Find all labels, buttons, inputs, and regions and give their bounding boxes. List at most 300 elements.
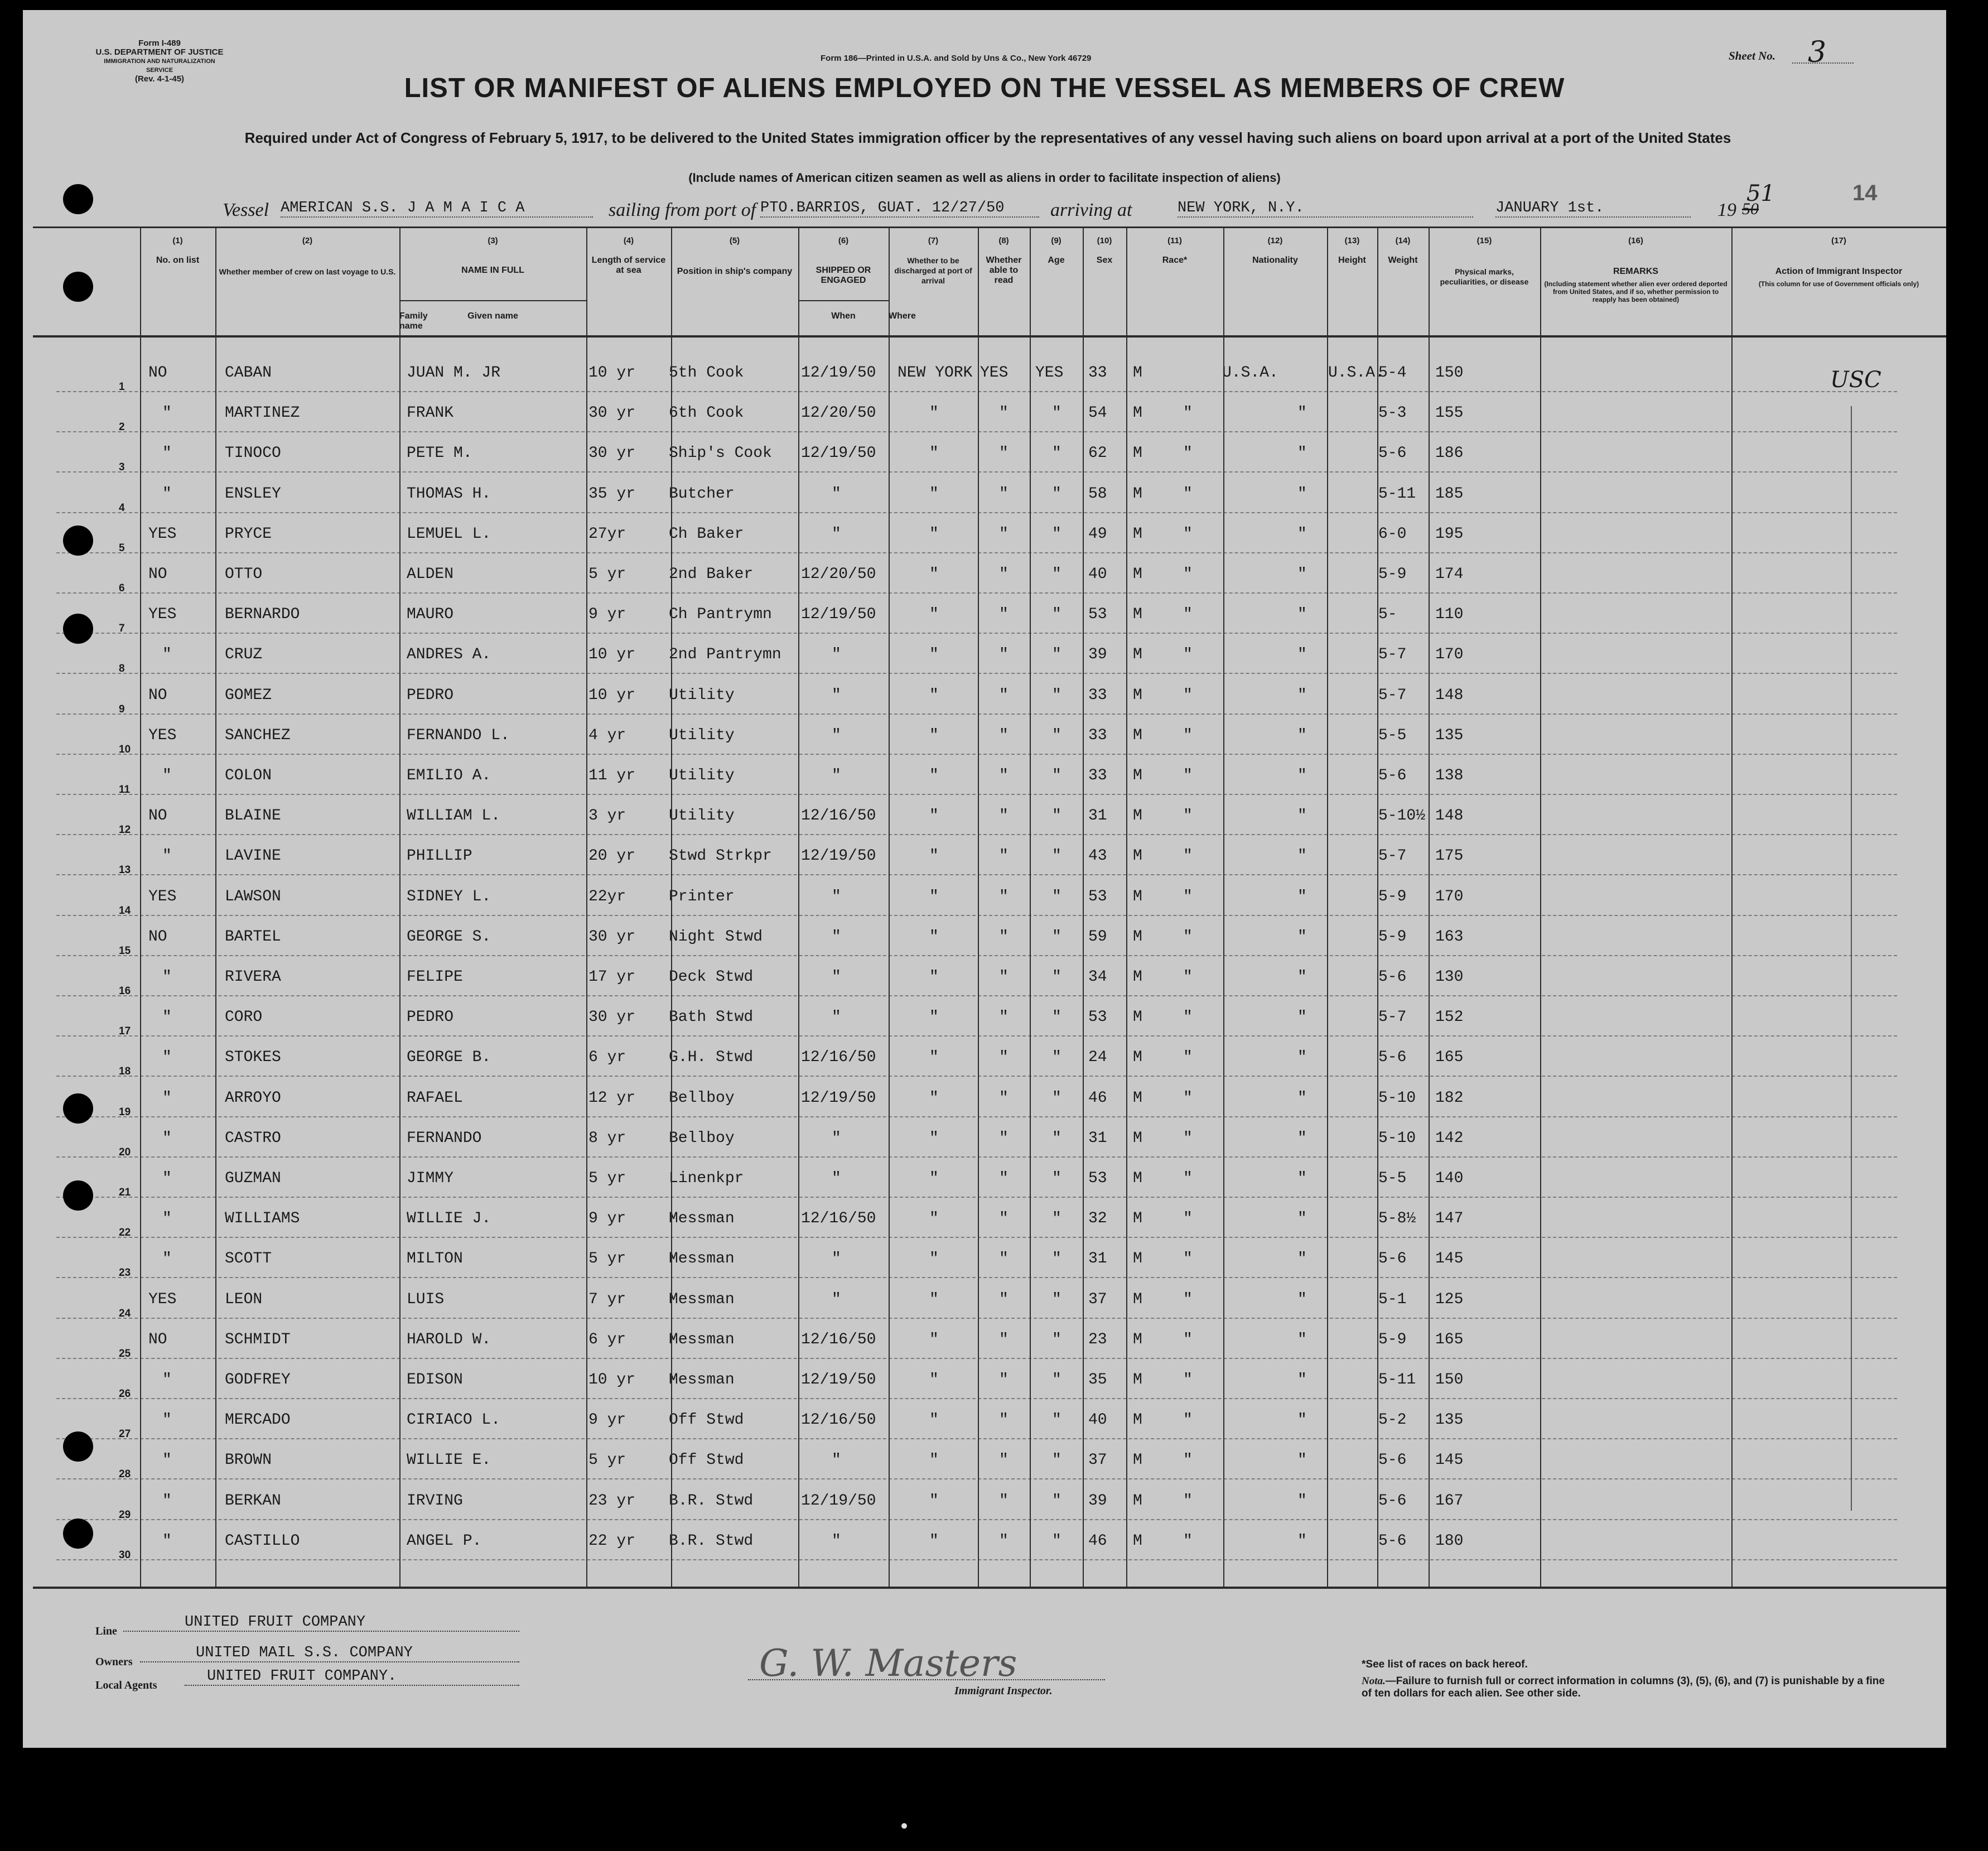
cell-position: 5th Cook (669, 364, 744, 382)
cell-race: " (1183, 1492, 1193, 1510)
cell-sex: M (1133, 888, 1142, 905)
cell-disch: " (999, 1210, 1009, 1228)
cell-height: 5-5 (1378, 726, 1407, 744)
cell-service: 11 yr (588, 767, 636, 784)
cell-position: Ch Pantrymn (669, 606, 772, 624)
cell-disch: " (999, 1492, 1009, 1510)
cell-disch: " (999, 1009, 1009, 1026)
cell-given: GEORGE S. (407, 928, 491, 946)
cell-race: " (1183, 726, 1193, 744)
cell-race: " (1183, 847, 1193, 865)
cell-where: " (929, 928, 939, 946)
cell-service: 35 yr (588, 485, 636, 503)
cell-age: 37 (1088, 1290, 1107, 1308)
cell-age: 35 (1088, 1371, 1107, 1389)
cell-read: " (1052, 686, 1061, 704)
punch-hole (63, 1519, 93, 1549)
cell-race: " (1183, 1049, 1193, 1067)
sheet-label: Sheet No. (1729, 49, 1775, 62)
row-number: 11 (119, 784, 131, 796)
cell-family: ENSLEY (225, 485, 281, 503)
cell-nat: " (1297, 1170, 1307, 1187)
row-number: 2 (119, 421, 125, 433)
cell-race: " (1183, 1009, 1193, 1026)
cell-sex: M (1133, 1371, 1142, 1389)
cell-height: 5-6 (1378, 767, 1407, 784)
row-number: 24 (119, 1307, 131, 1319)
cell-read: " (1052, 767, 1061, 784)
cell-sex: M (1133, 726, 1142, 744)
cell-disch: " (999, 1532, 1009, 1550)
cell-where: " (929, 1129, 939, 1147)
column-header: Sex (1096, 256, 1113, 265)
cell-weight: 152 (1435, 1009, 1464, 1026)
cell-last: NO (148, 566, 167, 583)
cell-height: 5-4 (1378, 364, 1407, 382)
cell-sex: M (1133, 1290, 1142, 1308)
cell-nat: " (1297, 847, 1307, 865)
cell-position: Utility (669, 686, 735, 704)
cell-age: 53 (1088, 1170, 1107, 1187)
cell-position: Messman (669, 1371, 735, 1389)
cell-disch: " (999, 646, 1009, 664)
cell-when: 12/16/50 (801, 1049, 876, 1067)
agents-value: UNITED FRUIT COMPANY. (207, 1668, 397, 1685)
cell-service: 10 yr (588, 364, 636, 382)
cell-where: " (929, 404, 939, 422)
cell-family: COLON (225, 767, 272, 784)
cell-where: " (929, 1009, 939, 1026)
port-to: NEW YORK, N.Y. (1178, 200, 1473, 218)
cell-last: " (162, 1210, 172, 1228)
line-rule (123, 1631, 519, 1632)
cell-position: Messman (669, 1290, 735, 1308)
cell-read: " (1052, 1049, 1061, 1067)
column-note: (This column for use of Government officials only) (1758, 280, 1919, 288)
cell-position: Off Stwd (669, 1411, 744, 1429)
cell-height: 5-9 (1378, 566, 1407, 583)
cell-nat: " (1297, 888, 1307, 905)
cell-read: " (1052, 1492, 1061, 1510)
cell-service: 9 yr (588, 1210, 626, 1228)
cell-last: NO (148, 928, 167, 946)
cell-service: 9 yr (588, 606, 626, 624)
cell-position: 6th Cook (669, 404, 744, 422)
cell-age: 46 (1088, 1089, 1107, 1107)
cell-when: " (832, 968, 841, 986)
cell-nat: " (1297, 1129, 1307, 1147)
cell-age: 33 (1088, 364, 1107, 382)
row-rule (56, 1438, 1897, 1439)
cell-sex: M (1133, 606, 1142, 624)
column-divider (1731, 226, 1733, 1587)
column-header: Action of Immigrant Inspector (1775, 267, 1903, 276)
cell-weight: 163 (1435, 928, 1464, 946)
cell-sex: M (1133, 1492, 1142, 1510)
cell-service: 8 yr (588, 1129, 626, 1147)
cell-nat: " (1297, 928, 1307, 946)
cell-nat: " (1297, 1210, 1307, 1228)
cell-last: YES (148, 525, 177, 543)
column-divider (978, 226, 979, 1587)
cell-last: " (162, 1129, 172, 1147)
cell-when: 12/19/50 (801, 606, 876, 624)
cell-where: " (929, 566, 939, 583)
subheader-divider (798, 300, 889, 301)
cell-disch: " (999, 485, 1009, 503)
cell-nat: " (1297, 566, 1307, 583)
row-rule (56, 1559, 1897, 1560)
cell-nat: " (1297, 485, 1307, 503)
row-rule (56, 1156, 1897, 1158)
cell-last: " (162, 1371, 172, 1389)
cell-where: " (929, 606, 939, 624)
cell-read: " (1052, 726, 1061, 744)
cell-disch: " (999, 1371, 1009, 1389)
form-line: U.S. DEPARTMENT OF JUSTICE (95, 47, 224, 57)
cell-when: " (832, 485, 841, 503)
cell-family: CASTILLO (225, 1532, 300, 1550)
row-rule (56, 592, 1897, 594)
cell-sex: M (1133, 1009, 1142, 1026)
cell-last: NO (148, 364, 167, 382)
cell-disch: " (999, 1452, 1009, 1469)
row-number: 26 (119, 1388, 131, 1400)
cell-height: 5-6 (1378, 1452, 1407, 1469)
form-line: IMMIGRATION AND NATURALIZATION SERVICE (104, 58, 215, 74)
cell-service: 27yr (588, 525, 626, 543)
cell-family: LAVINE (225, 847, 281, 865)
column-header: SHIPPED OR ENGAGED (816, 266, 871, 285)
cell-weight: 130 (1435, 968, 1464, 986)
cell-race: " (1183, 807, 1193, 825)
cell-last: " (162, 968, 172, 986)
cell-sex: M (1133, 525, 1142, 543)
cell-race: " (1183, 1089, 1193, 1107)
row-rule (56, 995, 1897, 996)
cell-service: 20 yr (588, 847, 636, 865)
cell-height: 5-8½ (1378, 1210, 1416, 1228)
cell-position: Messman (669, 1250, 735, 1268)
cell-sex: M (1133, 364, 1142, 382)
cell-service: 6 yr (588, 1049, 626, 1067)
row-number: 16 (119, 985, 131, 997)
cell-last: " (162, 1089, 172, 1107)
cell-service: 30 yr (588, 1009, 636, 1026)
column-divider (1126, 226, 1127, 1587)
row-rule (56, 874, 1897, 875)
cell-height: 5-11 (1378, 1371, 1416, 1389)
cell-given: LUIS (407, 1290, 445, 1308)
manifest-sheet: Form I-489 U.S. DEPARTMENT OF JUSTICE IMMIGRATION AND NATURALIZATION SERVICE (Rev. 4-1-45) Form 186—Printed in U.S.A. and Sold by Uns & Co., New York 46729 Sheet No. 3 LIST OR MANIFEST OF ALIENS EMPLOYED ON THE VESSEL AS MEMBERS OF CREW Required under Act of Congress of February 5, 1917, to be delivered to the United States immigration officer by the representatives of any vessel having such aliens on board upon arrival at a port of the United States (Include names of American citizen seamen as well as aliens in order to facilitate inspection of aliens) 14 Vessel AMERICAN S.S. J A M A I C A sailing from port of PTO.BARRIOS, GUAT. 12/27/50 arriving at NEW YORK, N.Y. JANUARY 1st. 19 50 51 (1) No. on list (2) Whether member of crew on last voyage to U.S. (3) NAME IN FULL (4) Length of service at sea (5) Position in ship's company (6) SHIPPED OR ENGAGED (7) Whether to be discharged at port of arrival (8) Whether able to read (9) Age (10) Sex (11) Race* (12) Nationality (13) Height (14) Weight (15) Physical marks, peculiarities, or disease (16) REMARKS (Including statement whether alien ever ordered deported from United States, and if so, whether permission to reapply has been obtained) (17) Action of Immigrant Inspector (This column for use of Government officials only) Family name Given name When Where 1 NO CABAN JUAN M. JR 10 yr 5th Cook 12/19/50 NEW YORK YES YES 33 M U.S.A. U.S.A. 5-4 150 2 " MARTINEZ FRANK 30 yr 6th Cook 12/20/50 " " " 54 M " " 5-3 155 3 " TINOCO PETE M. 30 yr Ship's Cook 12/19/50 " " " 62 M " " 5-6 186 4 " ENSLEY THOMAS H. 35 yr Butcher " " " " 58 M " " 5-11 185 5 YES PRYCE LEMUEL L. 27yr Ch Baker " " " " 49 M " " 6-0 195 6 NO OTTO ALDEN 5 yr 2nd Baker 12/20/50 " " " 40 M " " 5-9 174 7 YES BERNARDO MAURO 9 yr Ch Pantrymn 12/19/50 " " " 53 M " " 5- 110 8 " CRUZ ANDRES A. 10 yr 2nd Pantrymn " " " " 39 M " " 5-7 170 9 NO GOMEZ PEDRO 10 yr Utility " " " " 33 M " " 5-7 148 10 YES SANCHEZ FERNANDO L. 4 yr Utility " " " " 33 M " " 5-5 135 11 " COLON EMILIO A. 11 yr Utility " " " " 33 M " " 5-6 138 12 NO BLAINE WILLIAM L. 3 yr Utility 12/16/50 " " " 31 M " " 5-10½ 148 13 " LAVINE PHILLIP 20 yr Stwd Strkpr 12/19/50 " " " 43 M " " 5-7 175 14 YES LAWSON SIDNEY L. 22yr Printer " " " " 53 M " " 5-9 170 15 NO BARTEL GEORGE S. 30 yr Night Stwd " " " " 59 M " " 5-9 163 16 " RIVERA FELIPE 17 yr Deck Stwd " " " " 34 M " " 5-6 130 17 " CORO PEDRO 30 yr Bath Stwd " " " " 53 M " " 5-7 152 18 " STOKES GEORGE B. 6 yr G.H. Stwd 12/16/50 " " " 24 M " " 5-6 165 19 " ARROYO RAFAEL 12 yr Bellboy 12/19/50 " " " 46 M " " 5-10 182 20 " CASTRO FERNANDO 8 yr Bellboy " " " " 31 M " " 5-10 142 21 " GUZMAN JIMMY 5 yr Linenkpr " " " " 53 M " " 5-5 140 22 " WILLIAMS WILLIE J. 9 yr Messman 12/16/50 " " " 32 M " " 5-8½ 147 23 " SCOTT MILTON 5 yr Messman " " " " 31 M " " 5-6 145 24 YES LEON LUIS 7 yr Messman " " " " 37 M " " 5-1 125 25 NO SCHMIDT HAROLD W. 6 yr Messman 12/16/50 " " " 23 M " " 5-9 165 26 " GODFREY EDISON 10 yr Messman 12/19/50 " " " 35 M " " 5-11 150 27 " MERCADO CIRIACO L. 9 yr Off Stwd 12/16/50 " " " 40 M " " 5-2 135 28 " BROWN WILLIE E. 5 yr Off Stwd " " " " 37 M " " 5-6 145 29 " BERKAN IRVING 23 yr B.R. Stwd 12/19/50 " " " 39 M " " 5-6 167 30 " CASTILLO ANGEL P. 22 yr B.R. Stwd " " " " 46 M " " 5-6 180 USC Line UNITED FRUIT COMPANY Owners UNITED MAIL S.S. COMPANY Local Agents UNITED FRUIT COMPANY. G. W. Masters Immigrant Inspector. *See list of races on back hereof. Nota.—Failure to furnish full or correct information in columns (3), (5), (6), and (7) is punishable by a fine of ten dollars for each alien. See other side. (23, 10, 1946, 1748)
cell-given: PEDRO (407, 686, 454, 704)
cell-position: B.R. Stwd (669, 1492, 754, 1510)
cell-nat: " (1297, 1290, 1307, 1308)
cell-read: YES (1035, 364, 1064, 382)
cell-race: " (1183, 1331, 1193, 1348)
cell-nat: " (1297, 807, 1307, 825)
cell-given: WILLIE E. (407, 1452, 491, 1469)
column-number: (9) (1051, 236, 1061, 245)
nota-note (1362, 1675, 1886, 1700)
row-rule (56, 471, 1897, 473)
cell-when: 12/20/50 (801, 566, 876, 583)
column-header: REMARKS (1613, 267, 1658, 276)
cell-height: 5-10 (1378, 1129, 1416, 1147)
cell-race: " (1183, 646, 1193, 664)
cell-disch: " (999, 404, 1009, 422)
cell-service: 7 yr (588, 1290, 626, 1308)
cell-service: 10 yr (588, 1371, 636, 1389)
cell-given: MILTON (407, 1250, 463, 1268)
cell-last: NO (148, 686, 167, 704)
cell-race: " (1183, 767, 1193, 784)
arriving-label: arriving at (1050, 200, 1132, 220)
row-number: 30 (119, 1549, 131, 1561)
cell-age: 31 (1088, 1129, 1107, 1147)
cell-age: 43 (1088, 847, 1107, 865)
cell-nat: " (1297, 606, 1307, 624)
port-from: PTO.BARRIOS, GUAT. 12/27/50 (760, 200, 1039, 218)
punch-hole (63, 1180, 93, 1211)
cell-when: " (832, 726, 841, 744)
cell-position: Stwd Strkpr (669, 847, 772, 865)
cell-when: " (832, 928, 841, 946)
cell-height: 5-6 (1378, 968, 1407, 986)
row-rule (56, 834, 1897, 835)
cell-read: " (1052, 1532, 1061, 1550)
include-note: (Include names of American citizen seamen as well as aliens in order to facilitate inspection of aliens) (688, 171, 1281, 185)
table-top-border (33, 226, 1946, 228)
cell-age: 24 (1088, 1049, 1107, 1067)
cell-family: PRYCE (225, 525, 272, 543)
vessel-name: AMERICAN S.S. J A M A I C A (281, 200, 593, 218)
inspector-ditto-line (1851, 406, 1852, 1511)
cell-when: 12/16/50 (801, 1411, 876, 1429)
cell-where: NEW YORK (898, 364, 973, 382)
column-number: (15) (1476, 236, 1492, 245)
cell-family: CABAN (225, 364, 272, 382)
column-number: (13) (1344, 236, 1360, 245)
cell-given: ALDEN (407, 566, 454, 583)
row-rule (56, 1076, 1897, 1077)
cell-given: JUAN M. JR (407, 364, 501, 382)
cell-disch: " (999, 445, 1009, 462)
cell-age: 59 (1088, 928, 1107, 946)
column-header: Age (1048, 256, 1065, 265)
page-title: LIST OR MANIFEST OF ALIENS EMPLOYED ON THE VESSEL AS MEMBERS OF CREW (404, 73, 1565, 103)
cell-height: 5-3 (1378, 404, 1407, 422)
column-number: (6) (838, 236, 849, 245)
cell-service: 12 yr (588, 1089, 636, 1107)
cell-race: " (1183, 1250, 1193, 1268)
cell-age: 46 (1088, 1532, 1107, 1550)
cell-sex: M (1133, 445, 1142, 462)
cell-weight: 125 (1435, 1290, 1464, 1308)
cell-last: " (162, 1452, 172, 1469)
cell-service: 30 yr (588, 928, 636, 946)
cell-last: " (162, 1049, 172, 1067)
cell-age: 40 (1088, 1411, 1107, 1429)
nota-label: Nota. (1362, 1675, 1386, 1687)
cell-position: Ship's Cook (669, 445, 772, 462)
cell-age: 39 (1088, 1492, 1107, 1510)
cell-last: YES (148, 606, 177, 624)
cell-sex: M (1133, 1250, 1142, 1268)
cell-family: MARTINEZ (225, 404, 300, 422)
cell-where: " (929, 646, 939, 664)
cell-family: LEON (225, 1290, 263, 1308)
cell-weight: 155 (1435, 404, 1464, 422)
column-divider (798, 226, 799, 1587)
cell-weight: 135 (1435, 726, 1464, 744)
cell-age: 49 (1088, 525, 1107, 543)
row-number: 3 (119, 461, 125, 474)
column-header: Height (1338, 256, 1366, 265)
cell-disch: " (999, 525, 1009, 543)
cell-nat: " (1297, 1452, 1307, 1469)
column-note: (Including statement whether alien ever ordered deported from United States, and if so, whether permission to reapply has been obtained) (1544, 280, 1728, 303)
cell-sex: M (1133, 847, 1142, 865)
cell-service: 22yr (588, 888, 626, 905)
cell-read: " (1052, 1331, 1061, 1348)
cell-where: " (929, 1049, 939, 1067)
inspector-signature: G. W. Masters (759, 1642, 1017, 1685)
column-divider (1327, 226, 1328, 1587)
cell-where: " (929, 767, 939, 784)
cell-height: 5-1 (1378, 1290, 1407, 1308)
cell-service: 5 yr (588, 1250, 626, 1268)
cell-given: ANDRES A. (407, 646, 491, 664)
column-header: NAME IN FULL (461, 266, 524, 275)
cell-family: TINOCO (225, 445, 281, 462)
cell-age: 39 (1088, 646, 1107, 664)
cell-when: " (832, 1250, 841, 1268)
cell-sex: M (1133, 1532, 1142, 1550)
cell-height: 5-6 (1378, 1492, 1407, 1510)
row-rule (56, 633, 1897, 634)
cell-where: " (929, 968, 939, 986)
row-rule (56, 1358, 1897, 1359)
row-rule (56, 714, 1897, 715)
cell-where: " (929, 1331, 939, 1348)
cell-position: Bellboy (669, 1129, 735, 1147)
cell-last: " (162, 445, 172, 462)
cell-height: 5-6 (1378, 445, 1407, 462)
cell-service: 22 yr (588, 1532, 636, 1550)
cell-age: 40 (1088, 566, 1107, 583)
cell-last: " (162, 1009, 172, 1026)
cell-nat: " (1297, 1089, 1307, 1107)
cell-age: 58 (1088, 485, 1107, 503)
column-header: Length of service at sea (591, 256, 666, 275)
cell-age: 33 (1088, 686, 1107, 704)
row-rule (56, 1318, 1897, 1319)
cell-where: " (929, 1170, 939, 1187)
cell-when: 12/16/50 (801, 1331, 876, 1348)
cell-given: WILLIAM L. (407, 807, 501, 825)
cell-where: " (929, 445, 939, 462)
cell-nat: " (1297, 404, 1307, 422)
cell-height: 5- (1378, 606, 1397, 624)
cell-height: 5-6 (1378, 1532, 1407, 1550)
punch-hole (63, 1431, 93, 1462)
cell-weight: 148 (1435, 686, 1464, 704)
cell-when: 12/19/50 (801, 1492, 876, 1510)
cell-position: Messman (669, 1210, 735, 1228)
cell-given: JIMMY (407, 1170, 454, 1187)
cell-race: U.S.A. (1222, 364, 1278, 382)
cell-position: Messman (669, 1331, 735, 1348)
cell-nat: " (1297, 686, 1307, 704)
cell-given: WILLIE J. (407, 1210, 491, 1228)
cell-read: " (1052, 1170, 1061, 1187)
form-line: Form I-489 (138, 38, 181, 48)
cell-disch: " (999, 1170, 1009, 1187)
row-number: 4 (119, 502, 125, 514)
subcolumn-divider (399, 300, 401, 1587)
cell-race: " (1183, 928, 1193, 946)
cell-race: " (1183, 1129, 1193, 1147)
punch-hole (63, 184, 93, 214)
cell-given: CIRIACO L. (407, 1411, 501, 1429)
cell-sex: M (1133, 1210, 1142, 1228)
cell-sex: M (1133, 485, 1142, 503)
cell-nat: " (1297, 767, 1307, 784)
row-number: 15 (119, 944, 131, 957)
cell-read: " (1052, 485, 1061, 503)
cell-age: 32 (1088, 1210, 1107, 1228)
agents-rule (185, 1685, 519, 1686)
cell-when: " (832, 1129, 841, 1147)
cell-height: 5-9 (1378, 1331, 1407, 1348)
cell-race: " (1183, 686, 1193, 704)
cell-height: 5-7 (1378, 1009, 1407, 1026)
cell-race: " (1183, 485, 1193, 503)
subcolumn-header: When (831, 311, 856, 321)
sailing-label: sailing from port of (609, 200, 756, 220)
cell-family: LAWSON (225, 888, 281, 905)
year-struck: 50 (1742, 200, 1759, 218)
column-divider (215, 226, 216, 1587)
cell-family: GODFREY (225, 1371, 291, 1389)
cell-given: FERNANDO (407, 1129, 482, 1147)
cell-disch: " (999, 807, 1009, 825)
cell-where: " (929, 485, 939, 503)
cell-when: " (832, 1170, 841, 1187)
cell-sex: M (1133, 566, 1142, 583)
cell-when: " (832, 888, 841, 905)
cell-position: Deck Stwd (669, 968, 754, 986)
cell-position: G.H. Stwd (669, 1049, 754, 1067)
cell-sex: M (1133, 1331, 1142, 1348)
cell-weight: 165 (1435, 1331, 1464, 1348)
year-label: 19 (1717, 200, 1736, 220)
form-line: (Rev. 4-1-45) (134, 74, 185, 84)
row-rule (56, 512, 1897, 513)
cell-read: " (1052, 1371, 1061, 1389)
cell-last: YES (148, 1290, 177, 1308)
cell-sex: M (1133, 1452, 1142, 1469)
cell-when: " (832, 1452, 841, 1469)
inspector-note: USC (1830, 367, 1881, 393)
cell-given: SIDNEY L. (407, 888, 491, 905)
cell-position: Utility (669, 726, 735, 744)
column-header: Whether to be discharged at port of arrival (894, 256, 972, 285)
cell-when: " (832, 686, 841, 704)
cell-last: " (162, 485, 172, 503)
cell-where: " (929, 847, 939, 865)
